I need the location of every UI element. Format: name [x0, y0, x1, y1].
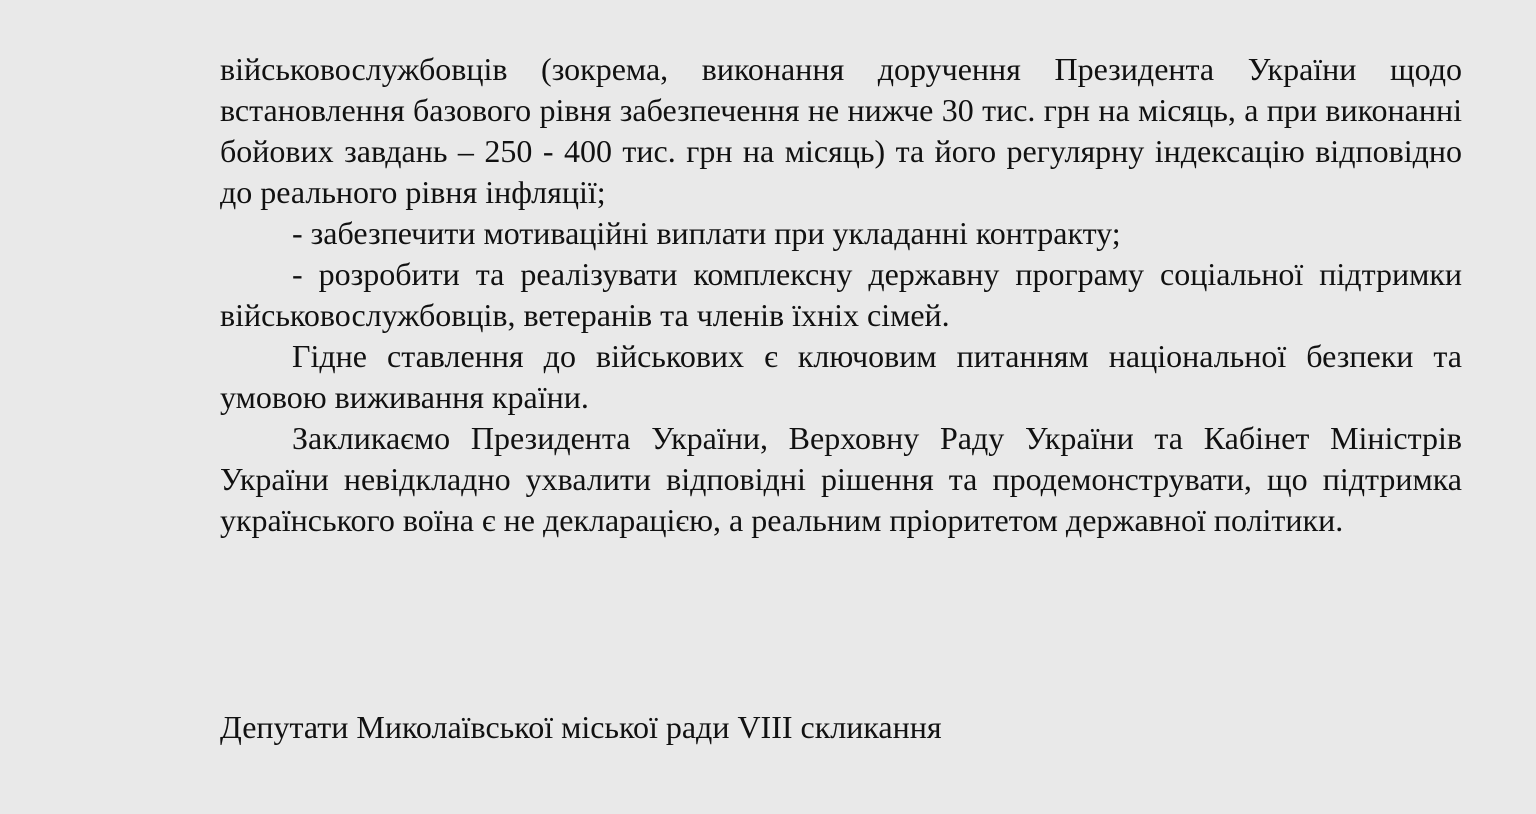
- paragraph-motivation-payments: - забезпечити мотиваційні виплати при укладанні контракту;: [292, 215, 1121, 251]
- paragraph-social-support-program: - розробити та реалізувати комплексну державну програму соціальної підтримки військовослужбовців, ветеранів та членів їхніх сімей.: [220, 256, 1462, 333]
- paragraph-dignified-treatment: Гідне ставлення до військових є ключовим питанням національної безпеки та умовою виживання країни.: [220, 338, 1462, 415]
- document-body: [220, 49, 1462, 541]
- paragraph-appeal: Закликаємо Президента України, Верховну Раду України та Кабінет Міністрів України невідкладно ухвалити відповідні рішення та продемонструвати, що підтримка українського воїна є не декларацією, а реальним пріоритетом державної політики.: [220, 420, 1462, 538]
- signature-line: Депутати Миколаївської міської ради VIII скликання: [220, 709, 942, 745]
- paragraph-salary-indexation: військовослужбовців (зокрема, виконання доручення Президента України щодо встановлення базового рівня забезпечення не нижче 30 тис. грн на місяць, а при виконанні бойових завдань – 250 - 400 тис. грн на місяць) та його регулярну індексацію відповідно до реального рівня інфляції;: [220, 51, 1462, 210]
